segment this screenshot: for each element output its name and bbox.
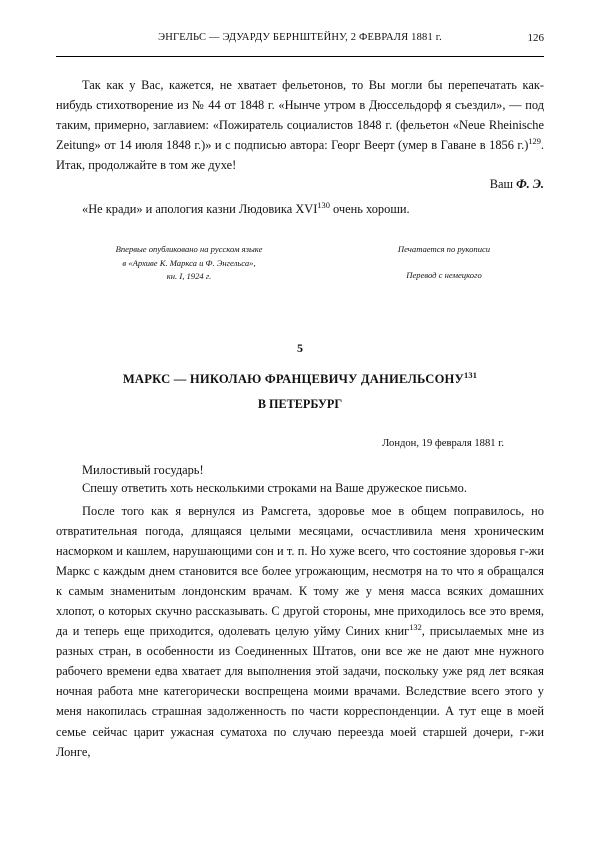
footnote-ref-129: 129 [528, 137, 541, 147]
letter-title-text: МАРКС — НИКОЛАЮ ФРАНЦЕВИЧУ ДАНИЕЛЬСОНУ [122, 372, 464, 387]
place-and-date: Лондон, 19 февраля 1881 г. [382, 438, 504, 450]
source-note-right-line1: Печатается по рукописи [397, 244, 491, 255]
footnote-ref-130: 130 [317, 201, 330, 211]
footnote-ref-131: 131 [464, 371, 478, 381]
footnote-ref-132: 132 [409, 622, 422, 632]
page-number: 126 [527, 32, 544, 44]
postscript-tail: очень хороши. [329, 202, 410, 217]
paragraph-feuilleton-text: Так как у Вас, кажется, не хватает фельетонов, то Вы могли бы перепечатать как-нибудь стихотворение из № 44 от 1848 г. «Нынче утром в Дюссельдорф я съездил», — под таким, примерно, заглавием: «Пожиратель социалистов 1848 г. (фельетон «Neue Rheinische Zeitung» от 14 июля 1848 г.)» и с подписью автора: Георг Веерт (умер в Гаване в 1856 г.) [56, 78, 544, 153]
paragraph-feuilleton-tail: . Итак, продолжайте в том же духе! [56, 138, 544, 173]
running-head-title: ЭНГЕЛЬС — ЭДУАРДУ БЕРНШТЕЙНУ, 2 ФЕВРАЛЯ 1881 г. [158, 32, 442, 43]
source-note-left-line1: Впервые опубликовано на русском языке [115, 244, 263, 255]
source-note-right-line2: Перевод с немецкого [406, 269, 482, 280]
postscript-text: «Не кради» и апология казни Людовика XVI [82, 202, 318, 217]
letter-subtitle: В ПЕТЕРБУРГ [257, 397, 343, 412]
letter-number: 5 [297, 341, 303, 356]
running-head [56, 30, 544, 52]
paragraph-health-tail: , присылаемых мне из разных стран, в особенности из Соединенных Штатов, они все же не дают мне нужного рабочего времени едва хватает для выполнения этой задачи, поскольку уже ряд лет всякая ночная работа мне категорически воспрещена моими врачами. Вследствие всего этого у меня накопилась страшная задолженность по части корреспонденции. А тут еще в моей семье сейчас царит ужасная суматоха по случаю переезда моей старшей дочери, г-жи Лонге, [56, 624, 544, 759]
signature-line [56, 177, 544, 192]
paragraph-health-text: После того как я вернулся из Рамсгета, здоровье мое в общем поправилось, но отвратительная погода, длящаяся целыми месяцами, осчастливила меня хроническим насморком и кашлем, нарушающими сон и т. п. Но хуже всего, что состояние здоровья г-жи Маркс с каждым днем становится все более угрожающим, несмотря на то что я обращался к самым знаменитым лондонским врачам. К тому же у меня масса всяких домашних хлопот, о которых скучно рассказывать. С другой стороны, мне приходилось все это время, да и теперь еще приходится, одолевать целую уйму Синих книг [56, 503, 544, 639]
source-note-left [56, 243, 304, 283]
postscript-line [56, 202, 544, 217]
salutation: Милостивый государь! [82, 463, 204, 478]
source-note-right [344, 243, 544, 283]
source-note-left-line2: в «Архиве К. Маркса и Ф. Энгельса», [122, 257, 256, 268]
page-content [56, 30, 544, 764]
signature-prefix: Ваш [489, 177, 517, 192]
source-note [56, 243, 544, 283]
signature-name: Ф. Э. [516, 177, 544, 192]
paragraph-reply: Спешу ответить хоть несколькими строками на Ваше дружеское письмо. [82, 481, 467, 496]
paragraph-feuilleton [56, 75, 544, 175]
letter-title [56, 372, 544, 387]
paragraph-health [56, 501, 544, 762]
header-rule [56, 56, 544, 57]
source-note-left-line3: кн. I, 1924 г. [166, 271, 212, 282]
